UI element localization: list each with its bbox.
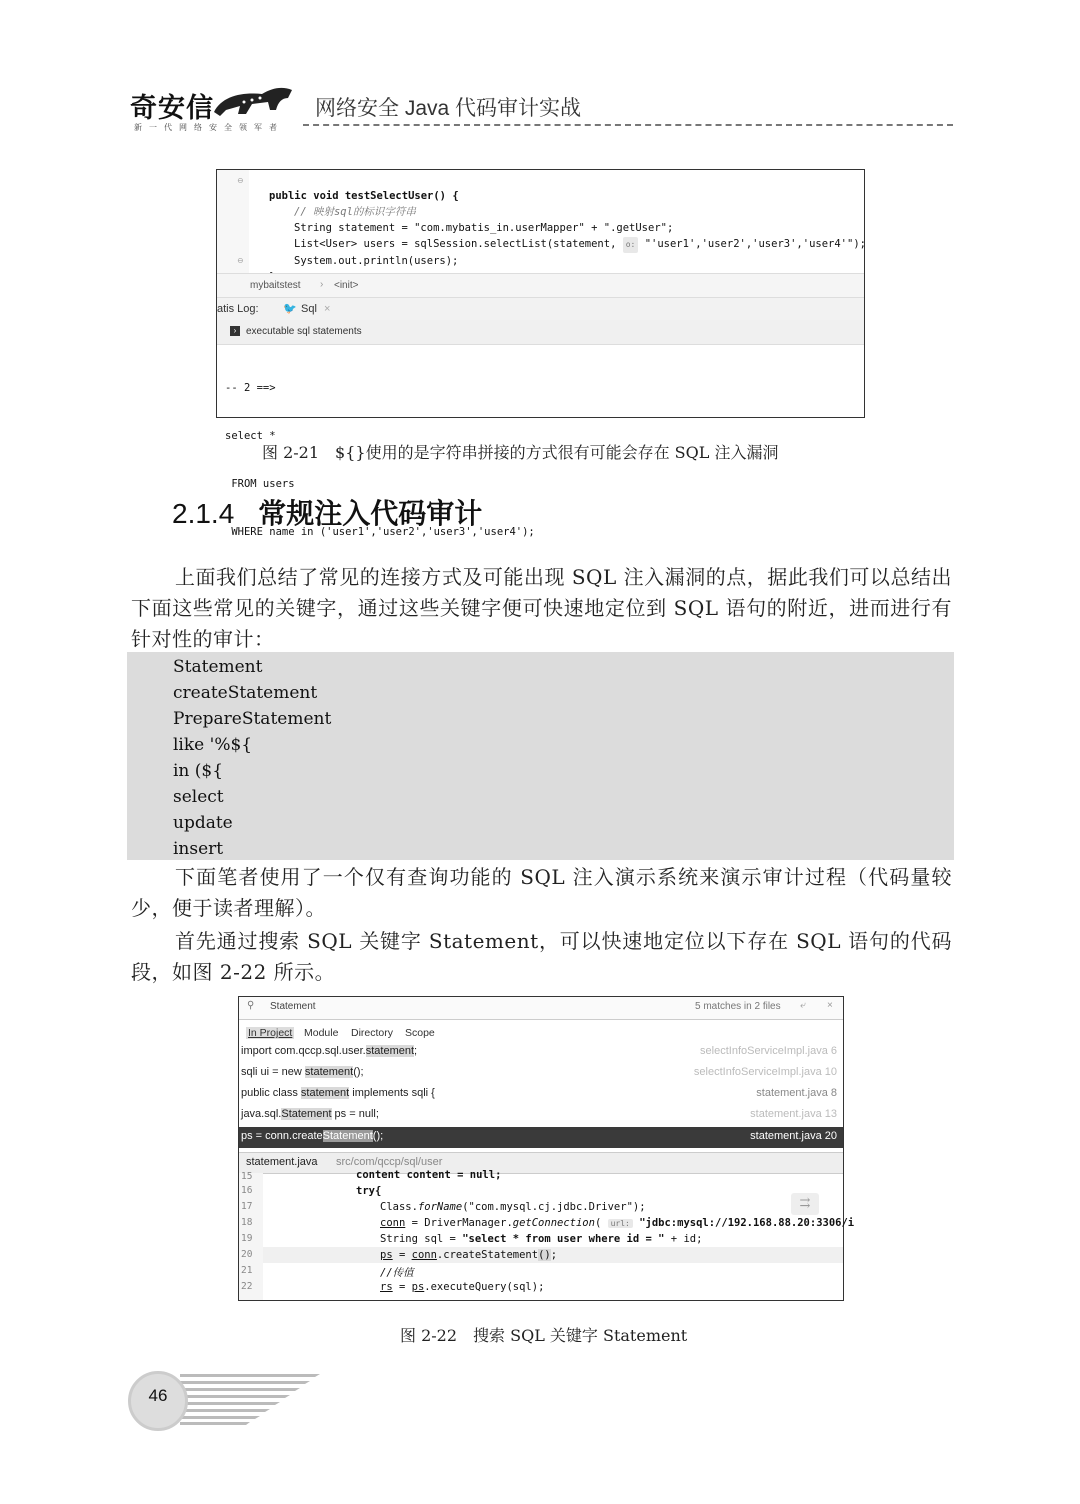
publisher-tagline: 新一代网络安全领军者 bbox=[134, 123, 284, 132]
tab-directory[interactable]: Directory bbox=[351, 1027, 394, 1039]
search-bar bbox=[239, 997, 843, 1020]
code-line: public void testSelectUser() { bbox=[269, 190, 459, 202]
code-token: "select * from user where id = " bbox=[462, 1233, 665, 1245]
line-number-gutter bbox=[239, 1173, 263, 1300]
soft-wrap-icon[interactable]: ⇉ bbox=[791, 1193, 819, 1215]
code-token: .createStatement bbox=[436, 1249, 539, 1261]
tab-in-project[interactable]: In Project bbox=[248, 1027, 293, 1039]
result-text: (); bbox=[353, 1066, 364, 1078]
body-paragraph: 上面我们总结了常见的连接方式及可能出现 SQL 注入漏洞的点，据此我们可以总结出下面这些常见的关键字，通过这些关键字便可快速地定位到 SQL 语句的附近，进而进行有针对性的审计： bbox=[131, 565, 952, 651]
result-text: ; bbox=[414, 1045, 418, 1057]
search-result-row-selected[interactable] bbox=[239, 1127, 843, 1148]
result-text: java.sql. bbox=[241, 1108, 282, 1120]
executable-sql-row bbox=[217, 320, 864, 345]
line-number: 19 bbox=[241, 1233, 253, 1244]
keyword-item: insert bbox=[173, 839, 224, 859]
chevron-right-icon: › bbox=[320, 279, 324, 290]
code-line bbox=[380, 1201, 646, 1213]
result-file: selectInfoServiceImpl.java 6 bbox=[700, 1045, 837, 1057]
code-comment: // 映射sql的标识字符串 bbox=[294, 206, 416, 218]
breadcrumb-item[interactable]: mybaitstest bbox=[250, 280, 301, 291]
keyword-list-box bbox=[127, 652, 954, 860]
figure-caption: 图 2-21 ${}使用的是字符串拼接的方式很有可能会存在 SQL 注入漏洞 bbox=[262, 443, 779, 462]
result-text: implements sqli { bbox=[349, 1087, 435, 1099]
sql-line: FROM users bbox=[225, 478, 295, 490]
tab-sql[interactable]: Sql bbox=[301, 303, 317, 315]
code-token: + id; bbox=[664, 1233, 703, 1245]
code-token: = bbox=[392, 1281, 412, 1293]
result-text: public class bbox=[241, 1087, 301, 1099]
line-number: 18 bbox=[241, 1217, 253, 1228]
result-file: selectInfoServiceImpl.java 10 bbox=[693, 1066, 837, 1078]
keyword-item: createStatement bbox=[173, 683, 318, 703]
sql-line: select * bbox=[225, 430, 276, 442]
exec-label: executable sql statements bbox=[246, 326, 362, 337]
search-icon: ⚲ bbox=[247, 1000, 255, 1011]
page-number-stripes bbox=[180, 1372, 320, 1426]
result-text: ps = conn.create bbox=[241, 1130, 323, 1142]
preview-file-path: src/com/qccp/sql/user bbox=[336, 1156, 443, 1168]
fold-marker-icon: ⊖ bbox=[237, 256, 244, 265]
code-comment: //传值 bbox=[380, 1267, 414, 1279]
code-line: content content = null; bbox=[356, 1169, 502, 1181]
line-number: 22 bbox=[241, 1281, 253, 1292]
log-tab-bar bbox=[217, 297, 864, 322]
keyword-item: select bbox=[173, 787, 224, 807]
code-line bbox=[380, 1249, 557, 1261]
code-token: ps bbox=[380, 1249, 393, 1261]
bird-icon: 🐦 bbox=[283, 303, 297, 315]
search-result-row[interactable] bbox=[239, 1063, 843, 1084]
result-file: statement.java 20 bbox=[750, 1130, 837, 1142]
body-paragraph: 下面笔者使用了一个仅有查询功能的 SQL 注入演示系统来演示审计过程（代码量较少，便于读者理解）。 bbox=[131, 865, 952, 920]
breadcrumb-item[interactable]: <init> bbox=[334, 280, 359, 291]
close-icon[interactable]: × bbox=[324, 303, 331, 315]
result-match: statement bbox=[300, 1087, 350, 1099]
result-match: Statement bbox=[322, 1130, 373, 1142]
preview-path-bar bbox=[239, 1152, 843, 1174]
expand-arrow-icon[interactable]: › bbox=[230, 326, 240, 336]
line-number: 21 bbox=[241, 1265, 253, 1276]
header-divider bbox=[303, 124, 953, 126]
close-icon[interactable]: × bbox=[827, 1000, 833, 1011]
pin-icon[interactable]: ⤶ bbox=[800, 1000, 806, 1011]
code-line bbox=[380, 1281, 544, 1293]
param-hint: o: bbox=[623, 237, 639, 253]
search-result-row[interactable] bbox=[239, 1084, 843, 1105]
code-token: ("com.mysql.cj.jdbc.Driver"); bbox=[462, 1201, 646, 1213]
leopard-logo-icon bbox=[212, 84, 294, 120]
section-title: 常规注入代码审计 bbox=[258, 497, 483, 530]
line-number: 15 bbox=[241, 1171, 253, 1182]
code-token: forName bbox=[417, 1201, 463, 1213]
code-token: String sql = bbox=[380, 1233, 463, 1245]
body-paragraph: 首先通过搜索 SQL 关键字 Statement，可以快速地定位以下存在 SQL 语句的代码段，如图 2-22 所示。 bbox=[131, 929, 952, 984]
code-line bbox=[380, 1217, 854, 1229]
editor-gutter bbox=[217, 170, 249, 273]
breadcrumb bbox=[217, 273, 864, 298]
sql-line: WHERE name in ('user1','user2','user3','user4'); bbox=[225, 526, 535, 538]
section-heading bbox=[172, 492, 482, 532]
code-line: String statement = "com.mybatis_in.userMapper" + ".getUser"; bbox=[294, 222, 674, 234]
result-match: statement bbox=[304, 1066, 354, 1078]
search-result-row[interactable] bbox=[239, 1042, 843, 1063]
code-token: getConnection bbox=[512, 1217, 595, 1229]
publisher-logo-text: 奇安信 bbox=[130, 93, 214, 124]
result-text: ps = null; bbox=[331, 1108, 379, 1120]
code-token: ( bbox=[594, 1217, 608, 1229]
code-token: () bbox=[538, 1249, 551, 1261]
tab-scope[interactable]: Scope bbox=[405, 1027, 435, 1039]
result-match: statement bbox=[365, 1045, 415, 1057]
code-token: rs bbox=[380, 1281, 393, 1293]
result-file: statement.java 13 bbox=[750, 1108, 837, 1120]
code-token: .executeQuery(sql); bbox=[424, 1281, 545, 1293]
code-line: "'user1','user2','user3','user4'"); bbox=[644, 238, 866, 250]
line-number: 20 bbox=[241, 1249, 253, 1260]
result-file: statement.java 8 bbox=[756, 1087, 837, 1099]
code-token: conn bbox=[380, 1217, 406, 1229]
code-line: try{ bbox=[356, 1185, 382, 1197]
result-text: import com.qccp.sql.user. bbox=[241, 1045, 366, 1057]
keyword-item: like '%${ bbox=[173, 735, 253, 755]
sql-line: -- 2 ==> bbox=[225, 382, 276, 394]
result-match: Statement bbox=[281, 1108, 332, 1120]
page-number: 46 bbox=[148, 1386, 168, 1405]
code-token: = bbox=[392, 1249, 412, 1261]
search-input[interactable]: Statement bbox=[270, 1001, 316, 1012]
keyword-item: in (${ bbox=[173, 761, 224, 781]
fold-marker-icon: ⊖ bbox=[237, 176, 244, 185]
preview-file-name: statement.java bbox=[246, 1156, 318, 1168]
code-token: ; bbox=[550, 1249, 558, 1261]
line-number: 17 bbox=[241, 1201, 253, 1212]
log-panel-label: atis Log: bbox=[217, 303, 259, 315]
code-token: ps bbox=[411, 1281, 425, 1293]
code-line: System.out.println(users); bbox=[294, 255, 459, 267]
search-result-row[interactable] bbox=[239, 1105, 843, 1126]
code-token: Class. bbox=[380, 1201, 418, 1213]
match-count: 5 matches in 2 files bbox=[695, 1001, 781, 1012]
code-token: = DriverManager. bbox=[405, 1217, 513, 1229]
keyword-item: Statement bbox=[173, 657, 263, 677]
result-text: sqli ui = new bbox=[241, 1066, 305, 1078]
figure-2-22-screenshot bbox=[238, 996, 855, 1301]
line-number: 16 bbox=[241, 1185, 253, 1196]
code-token: conn bbox=[411, 1249, 437, 1261]
code-line bbox=[380, 1233, 702, 1245]
code-line: List<User> users = sqlSession.selectList(statement, bbox=[294, 238, 617, 250]
tab-module[interactable]: Module bbox=[304, 1027, 339, 1039]
figure-caption: 图 2-22 搜索 SQL 关键字 Statement bbox=[400, 1326, 688, 1345]
book-title: 网络安全 Java 代码审计实战 bbox=[315, 97, 582, 120]
keyword-item: update bbox=[173, 813, 233, 833]
keyword-item: PrepareStatement bbox=[173, 709, 332, 729]
result-text: (); bbox=[372, 1130, 384, 1142]
section-number: 2.1.4 bbox=[172, 498, 235, 529]
code-token: "jdbc:mysql://192.168.88.20:3306/i bbox=[632, 1217, 855, 1229]
param-hint: url: bbox=[608, 1219, 633, 1228]
